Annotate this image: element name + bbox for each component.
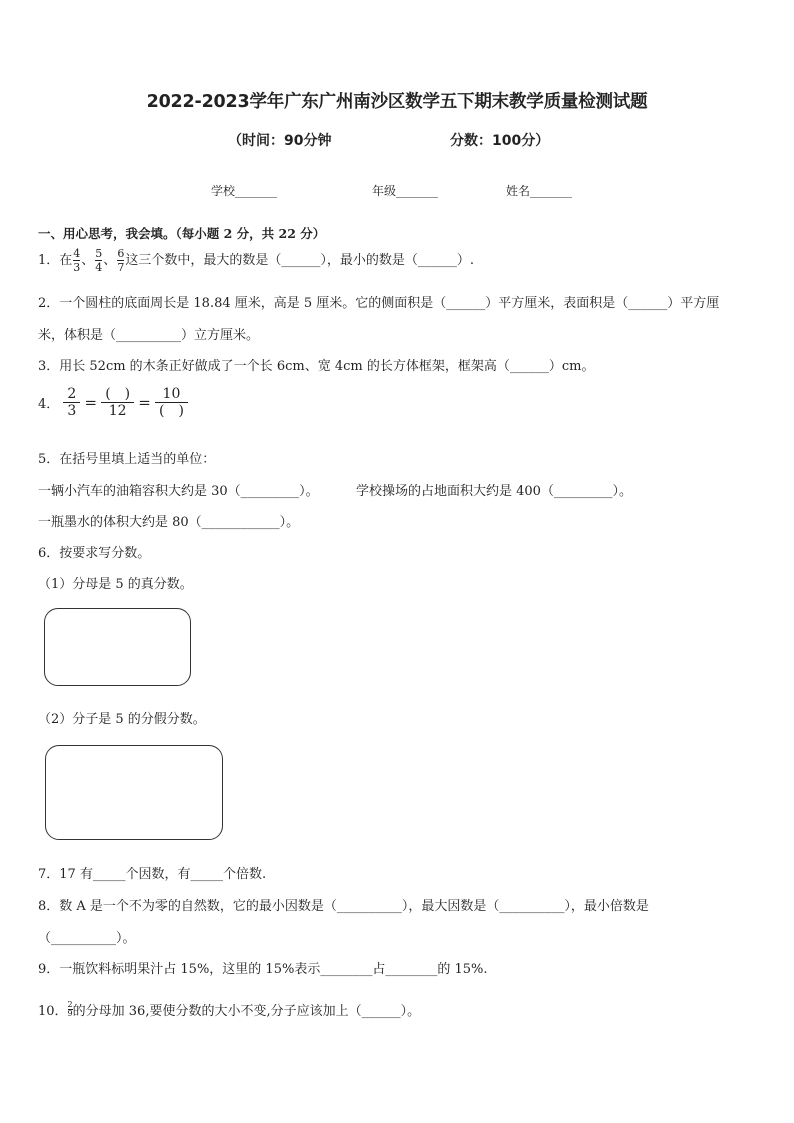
question-4 <box>38 386 188 419</box>
question-2-line-1: 2．一个圆柱的底面周长是 18.84 厘米，高是 5 厘米。它的侧面积是（______）平方厘米，表面积是（______）平方厘 <box>38 296 720 311</box>
equals-sign: = <box>138 393 151 412</box>
q1-text: 这三个数中，最大的数是（______），最小的数是（______）. <box>125 253 474 268</box>
denominator: 9 <box>67 1009 73 1018</box>
denominator: 3 <box>73 261 81 274</box>
name-field[interactable]: 姓名_______ <box>506 184 573 198</box>
q4-number: 4． <box>38 397 60 413</box>
question-1 <box>38 248 474 273</box>
equals-sign: = <box>84 393 98 412</box>
question-5-c: 一瓶墨水的体积大约是 80（____________）。 <box>38 515 300 530</box>
denominator: 12 <box>108 403 127 420</box>
question-6-intro: 6．按要求写分数。 <box>38 546 151 561</box>
numerator: 2 <box>67 1000 73 1009</box>
question-5-intro: 5．在括号里填上适当的单位： <box>38 452 216 467</box>
numerator: 5 <box>95 247 103 260</box>
fraction-10-blank[interactable] <box>155 386 188 419</box>
question-6-part-2: （2）分子是 5 的分假分数。 <box>38 712 206 727</box>
denominator: 4 <box>95 261 103 274</box>
page-title: 2022-2023学年广东广州南沙区数学五下期末教学质量检测试题 <box>146 92 648 112</box>
numerator: 6 <box>117 247 125 260</box>
separator: 、 <box>81 253 95 268</box>
answer-box-2[interactable] <box>45 745 223 840</box>
numerator: 2 <box>67 386 77 402</box>
fraction-4-3 <box>73 248 80 273</box>
q10-text: 的分母加 36,要使分数的大小不变,分子应该加上（______）。 <box>72 1004 421 1019</box>
question-3: 3．用长 52cm 的木条正好做成了一个长 6cm、宽 4cm 的长方体框架，框架高（______）cm。 <box>38 359 595 374</box>
question-9: 9．一瓶饮料标明果汁占 15%，这里的 15%表示________占________的 15%. <box>38 962 488 977</box>
q1-number: 1．在 <box>38 253 73 268</box>
fraction-blank-12[interactable] <box>101 386 134 419</box>
question-5-a: 一辆小汽车的油箱容积大约是 30（_________）。 <box>38 484 319 499</box>
answer-box-1[interactable] <box>44 608 191 686</box>
numerator: 10 <box>162 386 181 402</box>
denominator: 3 <box>67 403 77 420</box>
score-label: 分数：100分） <box>450 133 550 149</box>
question-6-part-1: （1）分母是 5 的真分数。 <box>38 577 193 592</box>
school-field[interactable]: 学校_______ <box>211 184 278 198</box>
fraction-2-3 <box>63 386 80 419</box>
question-7: 7．17 有_____个因数，有_____个倍数. <box>38 867 267 882</box>
numerator: 4 <box>73 247 81 260</box>
question-2-line-2: 米，体积是（__________）立方厘米。 <box>38 328 260 343</box>
question-5-b: 学校操场的占地面积大约是 400（_________）。 <box>356 484 632 499</box>
q10-number: 10． <box>38 1004 68 1019</box>
separator: 、 <box>103 253 117 268</box>
time-label: （时间：90分钟 <box>228 133 332 149</box>
fraction-6-7 <box>117 248 124 273</box>
grade-field[interactable]: 年级_______ <box>372 184 439 198</box>
numerator-blank[interactable]: ( ) <box>105 386 131 402</box>
question-10 <box>38 1000 420 1019</box>
denominator-blank[interactable]: ( ) <box>159 403 184 420</box>
fraction-5-4 <box>95 248 102 273</box>
section-heading: 一、用心思考，我会填。（每小题 2 分，共 22 分） <box>38 226 326 241</box>
question-8-line-1: 8．数 A 是一个不为零的自然数，它的最小因数是（__________），最大因数是（__________），最小倍数是 <box>38 899 649 914</box>
question-8-line-2: （__________）。 <box>38 931 136 946</box>
denominator: 7 <box>117 261 125 274</box>
